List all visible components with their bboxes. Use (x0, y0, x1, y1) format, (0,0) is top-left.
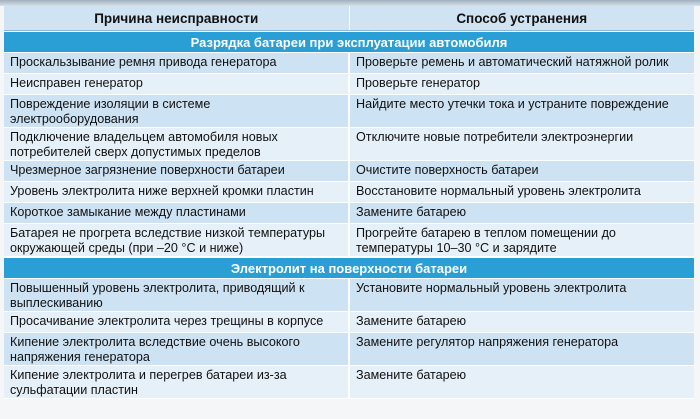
table-row (4, 224, 694, 257)
cause-cell: Подключение владельцем автомобиля новых потребителей сверх допустимых пределов (4, 128, 350, 160)
table-row (4, 312, 694, 333)
cause-cell: Повышенный уровень электролита, приводящий к выплескиванию (4, 279, 350, 311)
remedy-cell: Отключите новые потребители электроэнергии (356, 130, 634, 144)
cause-cell: Короткое замыкание между пластинами (4, 203, 350, 223)
cause-cell: Неисправен генератор (4, 74, 350, 94)
cause-cell: Уровень электролита ниже верхней кромки пластин (4, 182, 350, 202)
cause-cell: Проскальзывание ремня привода генератора (4, 53, 350, 73)
remedy-cell: Найдите место утечки тока и устраните повреждение (356, 97, 669, 111)
remedy-cell: Замените батарею (356, 368, 467, 382)
cause-cell: Повреждение изоляции в системе электрооборудования (4, 95, 350, 127)
header-remedy: Способ устранения (456, 10, 588, 26)
table-row (4, 161, 694, 182)
cause-cell: Просачивание электролита через трещины в корпусе (4, 312, 350, 332)
cause-cell: Чрезмерное загрязнение поверхности батареи (4, 161, 350, 181)
remedy-cell: Проверьте генератор (356, 76, 480, 90)
remedy-cell: Замените батарею (356, 205, 467, 219)
header-cause: Причина неисправности (4, 6, 350, 30)
remedy-cell: Установите нормальный уровень электролита (356, 281, 627, 295)
cause-cell: Кипение электролита вследствие очень высокого напряжения генератора (4, 333, 350, 365)
table-row (4, 333, 694, 366)
remedy-cell: Замените батарею (356, 314, 467, 328)
remedy-cell: Восстановите нормальный уровень электролита (356, 184, 641, 198)
cause-cell: Кипение электролита и перегрев батареи из-за сульфатации пластин (4, 366, 350, 398)
remedy-cell: Замените регулятор напряжения генератора (356, 335, 619, 349)
remedy-cell: Проверьте ремень и автоматический натяжной ролик (356, 55, 669, 69)
table-row (4, 95, 694, 128)
table-row (4, 74, 694, 95)
table-row (4, 53, 694, 74)
section-title: Электролит на поверхности батареи (4, 257, 694, 279)
troubleshooting-table (4, 6, 694, 399)
table-row (4, 182, 694, 203)
section-title: Разрядка батареи при эксплуатации автомобиля (4, 31, 694, 53)
table-row (4, 279, 694, 312)
table-row (4, 128, 694, 161)
table-row (4, 366, 694, 399)
cause-cell: Батарея не прогрета вследствие низкой температуры окружающей среды (при –20 °С и ниже) (4, 224, 350, 256)
remedy-cell: Прогрейте батарею в теплом помещении до температуры 10–30 °С и зарядите (356, 226, 616, 255)
table-header (4, 6, 694, 31)
remedy-cell: Очистите поверхность батареи (356, 163, 539, 177)
table-row (4, 203, 694, 224)
